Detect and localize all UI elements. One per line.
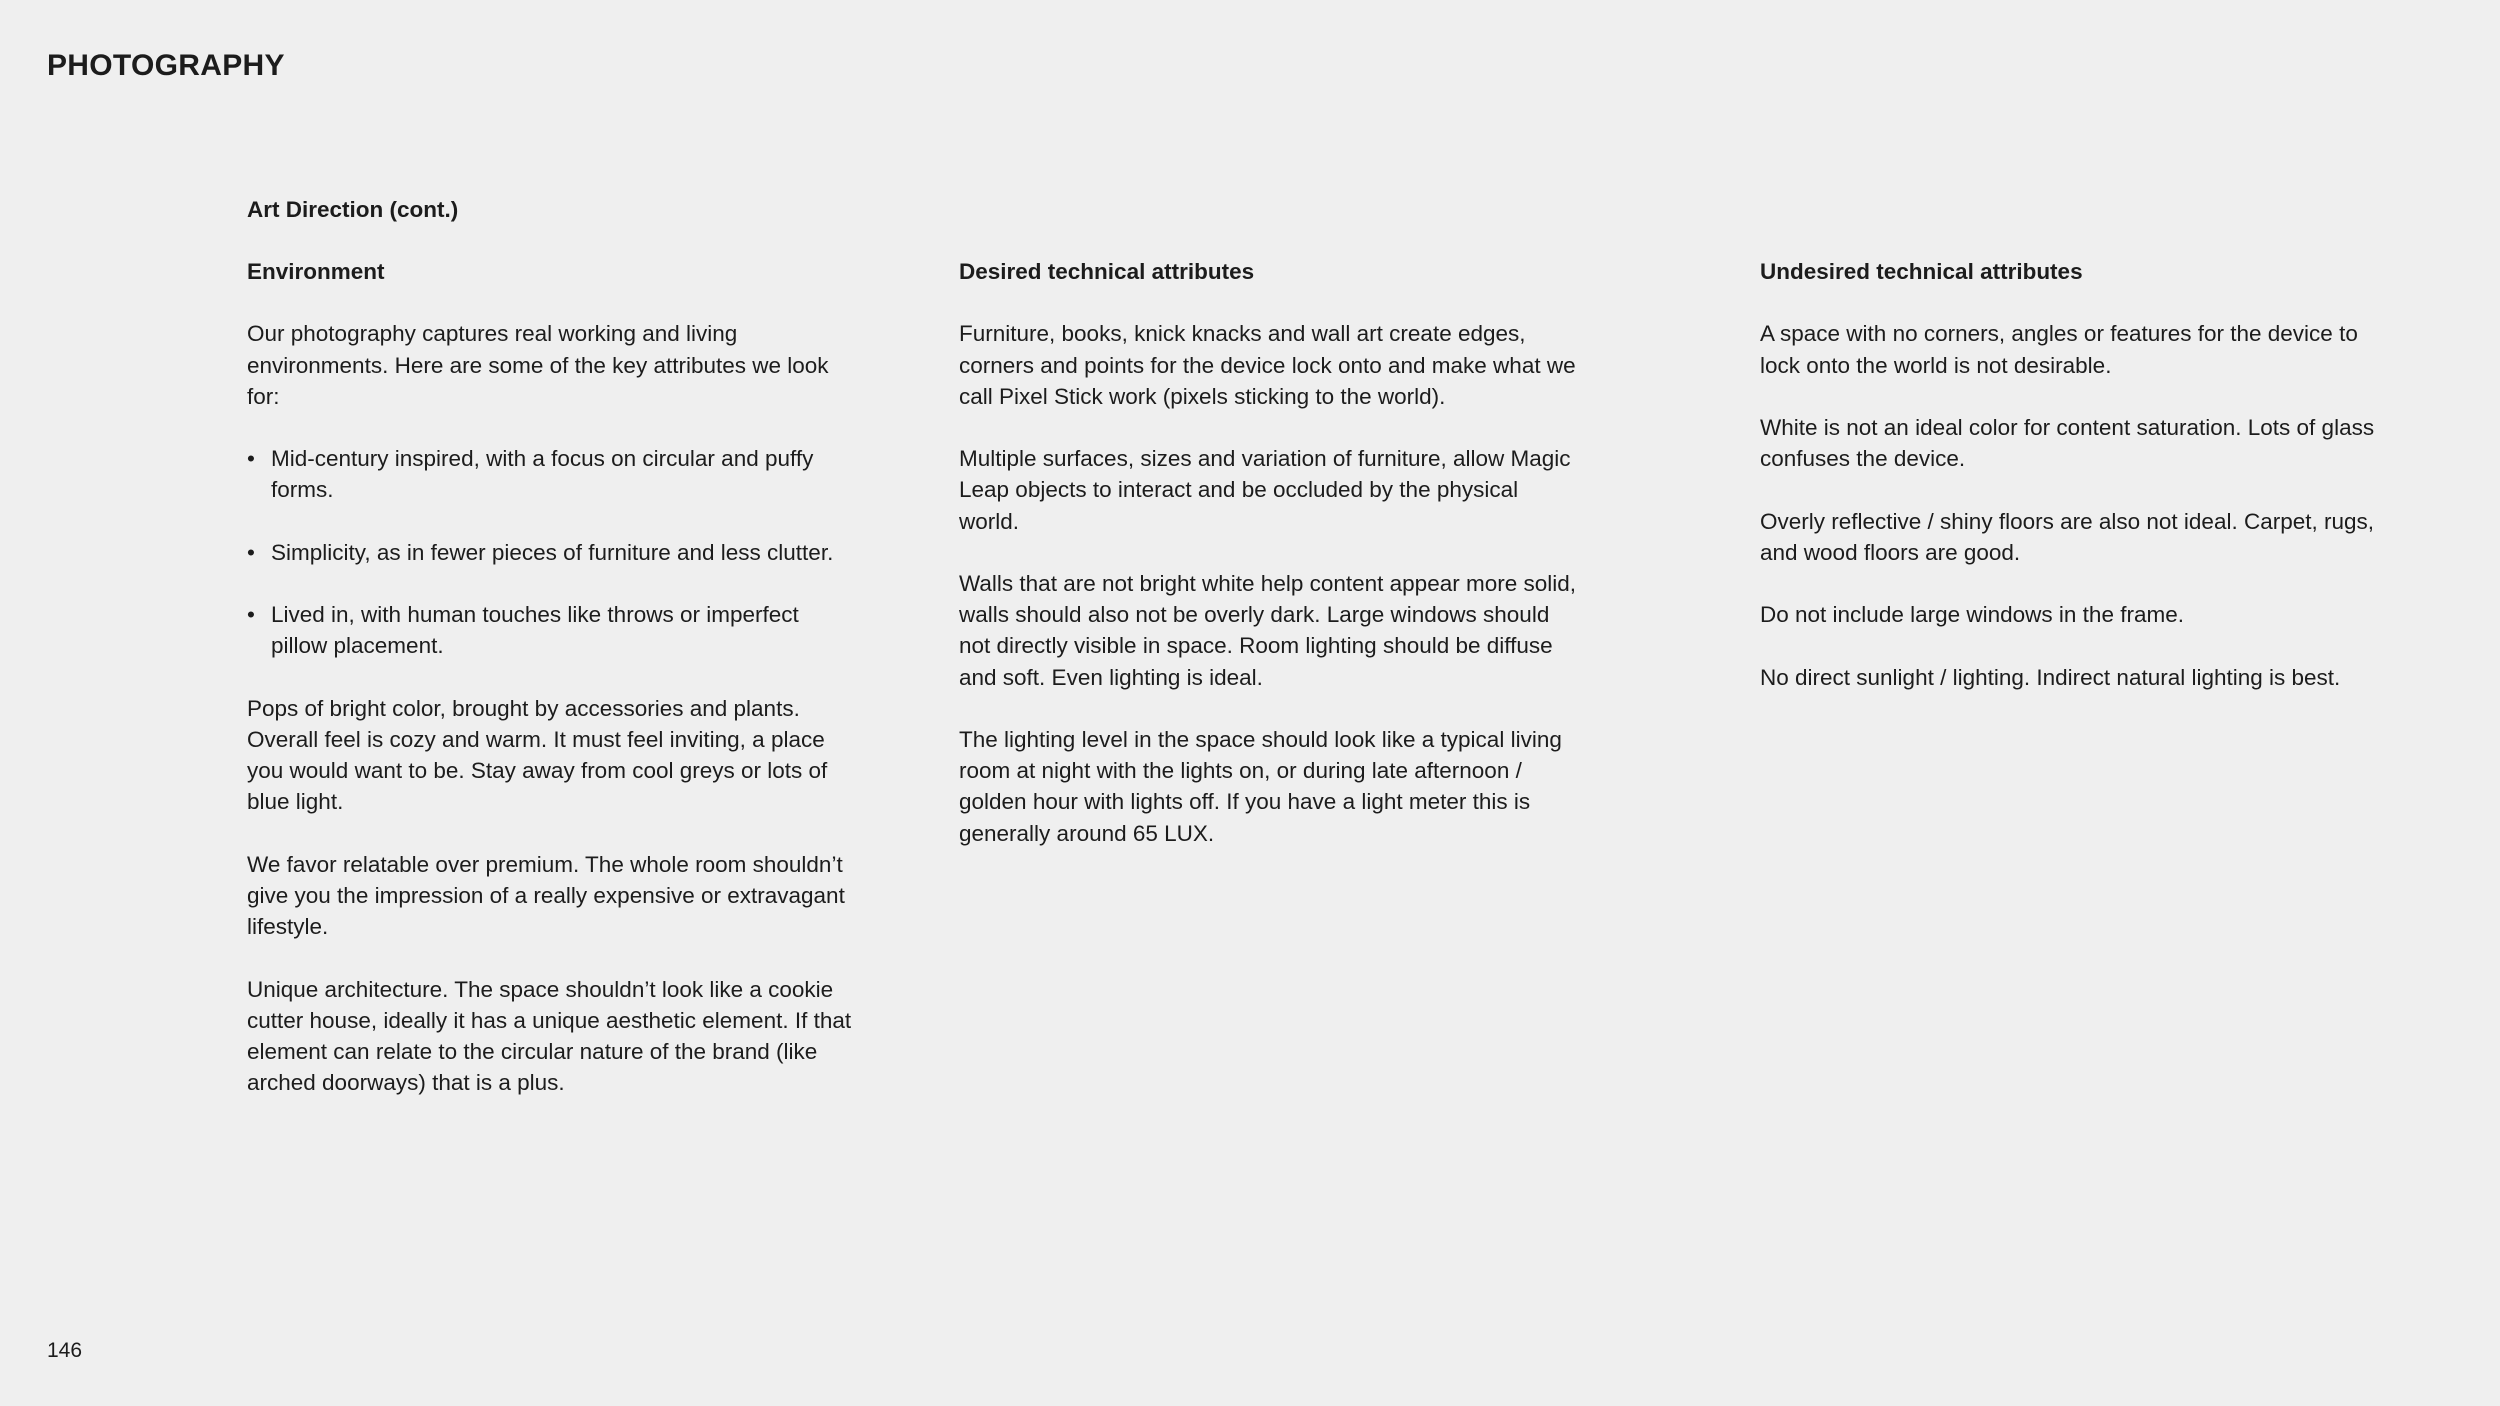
environment-paragraph: Pops of bright color, brought by accessories and plants. Overall feel is cozy and warm. It must feel inviting, a place you would want to be. Stay away from cool greys or lots of blue light. xyxy=(247,695,828,815)
environment-column xyxy=(247,256,857,1130)
environment-attribute-list xyxy=(247,443,857,661)
list-item-text: Simplicity, as in fewer pieces of furniture and less clutter. xyxy=(271,539,834,565)
desired-paragraph: Walls that are not bright white help content appear more solid, walls should also not be overly dark. Large windows should not directly visible in space. Room lighting should be diffuse and soft. Even lighting is ideal. xyxy=(959,570,1577,690)
undesired-paragraph: No direct sunlight / lighting. Indirect natural lighting is best. xyxy=(1760,664,2341,690)
desired-paragraph: The lighting level in the space should look like a typical living room at night with the lights on, or during late afternoon / golden hour with lights off. If you have a light meter this is generally around 65 LUX. xyxy=(959,726,1562,846)
desired-paragraph: Furniture, books, knick knacks and wall art create edges, corners and points for the device lock onto and make what we call Pixel Stick work (pixels sticking to the world). xyxy=(959,321,1576,409)
list-item xyxy=(247,537,857,568)
bullet-icon: • xyxy=(247,602,255,628)
desired-paragraph: Multiple surfaces, sizes and variation of furniture, allow Magic Leap objects to interact and be occluded by the physical world. xyxy=(959,446,1571,534)
bullet-icon: • xyxy=(247,539,255,565)
list-item xyxy=(247,599,857,661)
bullet-icon: • xyxy=(247,446,255,472)
list-item-text: Mid-century inspired, with a focus on circular and puffy forms. xyxy=(271,446,814,503)
undesired-paragraph: A space with no corners, angles or features for the device to lock onto the world is not desirable. xyxy=(1760,321,2358,378)
undesired-attributes-column xyxy=(1760,256,2380,724)
undesired-paragraph: Overly reflective / shiny floors are also not ideal. Carpet, rugs, and wood floors are good. xyxy=(1760,508,2375,565)
page-number: 146 xyxy=(47,1339,83,1362)
desired-attributes-column xyxy=(959,256,1579,880)
undesired-attributes-heading: Undesired technical attributes xyxy=(1760,259,2083,284)
desired-attributes-heading: Desired technical attributes xyxy=(959,259,1255,284)
list-item-text: Lived in, with human touches like throws or imperfect pillow placement. xyxy=(271,602,799,659)
list-item xyxy=(247,443,857,505)
environment-paragraph: We favor relatable over premium. The whole room shouldn’t give you the impression of a really expensive or extravagant lifestyle. xyxy=(247,851,845,940)
sub-heading: Art Direction (cont.) xyxy=(247,197,459,222)
environment-intro: Our photography captures real working and living environments. Here are some of the key attributes we look for: xyxy=(247,321,829,409)
undesired-paragraph: White is not an ideal color for content saturation. Lots of glass confuses the device. xyxy=(1760,414,2375,472)
environment-heading: Environment xyxy=(247,259,385,284)
undesired-paragraph: Do not include large windows in the frame. xyxy=(1760,602,2184,628)
environment-paragraph: Unique architecture. The space shouldn’t look like a cookie cutter house, ideally it has a unique aesthetic element. If that element can relate to the circular nature of the brand (like arched doorways) that is a plus. xyxy=(247,976,852,1096)
section-title: PHOTOGRAPHY xyxy=(47,49,285,82)
